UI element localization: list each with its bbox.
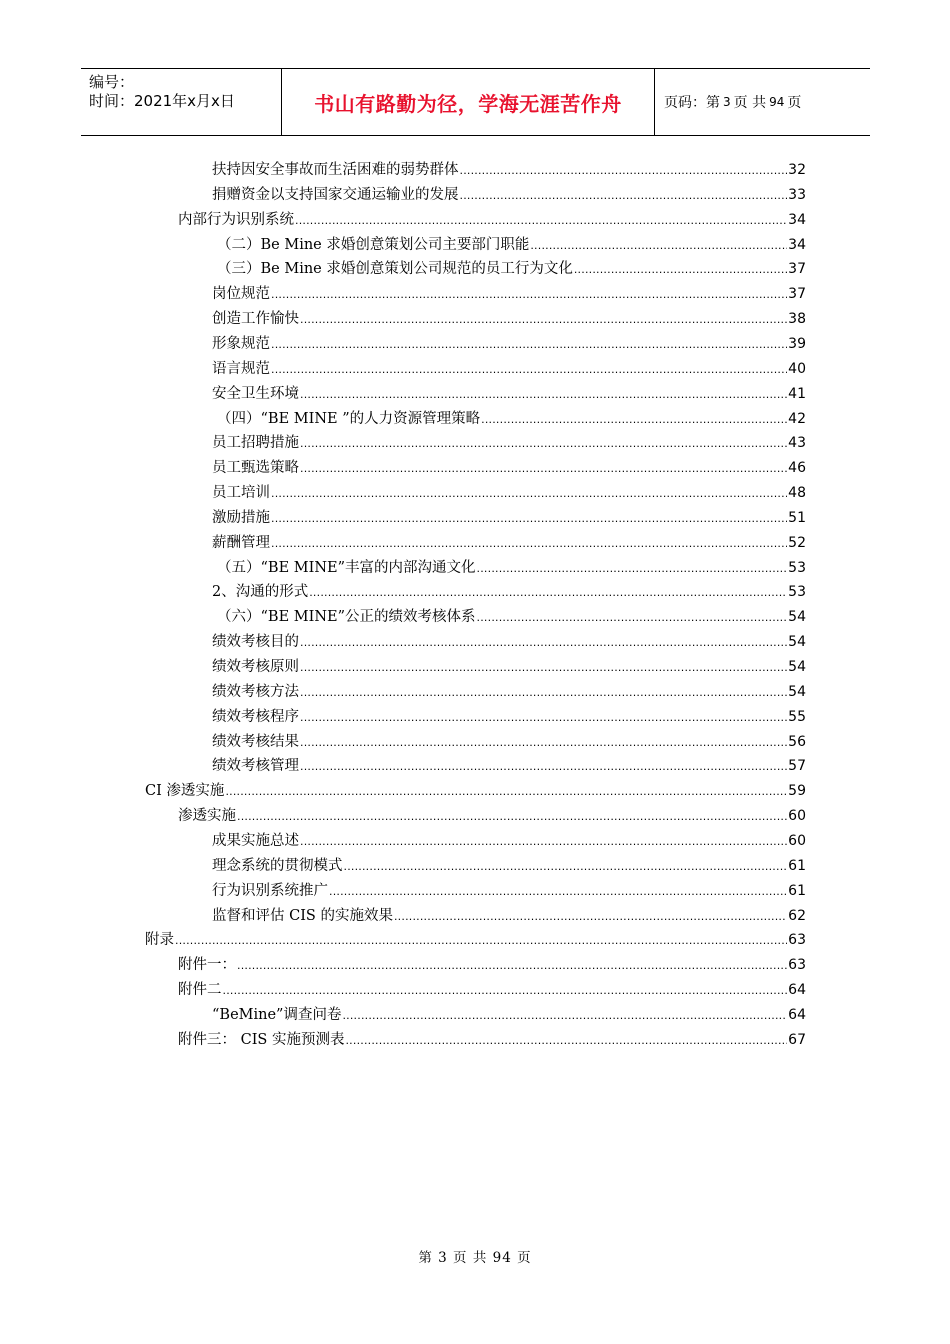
- toc-entry[interactable]: [212, 630, 806, 654]
- toc-dot-leader: [300, 437, 787, 450]
- toc-dot-leader: [223, 984, 788, 997]
- toc-entry-page: 42: [788, 410, 806, 427]
- toc-entry-title: 绩效考核结果: [212, 733, 299, 750]
- page-footer: 第 3 页 共 94 页: [418, 1250, 532, 1266]
- toc-dot-leader: [271, 288, 787, 301]
- toc-entry[interactable]: [212, 183, 806, 207]
- toc-entry[interactable]: [178, 804, 806, 828]
- toc-entry[interactable]: [212, 456, 806, 480]
- toc-entry-page: 41: [788, 385, 806, 402]
- toc-entry-page: 64: [788, 982, 806, 999]
- toc-entry[interactable]: [212, 580, 806, 604]
- toc-dot-leader: [271, 487, 787, 500]
- toc-entry[interactable]: [212, 705, 806, 729]
- toc-dot-leader: [300, 711, 787, 724]
- toc-entry[interactable]: [217, 407, 806, 431]
- toc-dot-leader: [477, 611, 788, 624]
- toc-entry-title: 内部行为识别系统: [178, 211, 294, 228]
- toc-entry-title: 监督和评估 CIS 的实施效果: [212, 907, 393, 924]
- toc-entry-title: 安全卫生环境: [212, 385, 299, 402]
- toc-dot-leader: [309, 586, 787, 599]
- toc-entry[interactable]: [212, 506, 806, 530]
- toc-entry-title: 创造工作愉快: [212, 311, 299, 328]
- toc-entry-title: 绩效考核目的: [212, 634, 299, 651]
- toc-entry[interactable]: [217, 556, 806, 580]
- toc-entry[interactable]: [212, 854, 806, 878]
- toc-entry-title: 2、沟通的形式: [212, 584, 309, 601]
- toc-entry-title: 渗透实施: [178, 808, 236, 825]
- toc-entry[interactable]: [212, 332, 806, 356]
- toc-dot-leader: [530, 239, 787, 252]
- toc-entry-title: 岗位规范: [212, 286, 270, 303]
- toc-entry[interactable]: [212, 431, 806, 455]
- toc-dot-leader: [574, 263, 787, 276]
- toc-entry[interactable]: [212, 680, 806, 704]
- toc-dot-leader: [460, 189, 788, 202]
- toc-dot-leader: [460, 164, 788, 177]
- toc-entry-page: 67: [788, 1031, 806, 1048]
- toc-entry-page: 54: [788, 659, 806, 675]
- toc-entry-title: （五）“BE MINE”丰富的内部沟通文化: [217, 559, 476, 576]
- toc-entry-title: 语言规范: [212, 360, 270, 377]
- toc-dot-leader: [300, 462, 787, 475]
- toc-dot-leader: [300, 760, 787, 773]
- page-label-mid: 页 共: [733, 95, 767, 111]
- toc-dot-leader: [329, 885, 787, 898]
- toc-entry[interactable]: [217, 605, 806, 629]
- toc-entry-page: 64: [788, 1006, 806, 1023]
- toc-entry[interactable]: [212, 904, 806, 928]
- toc-entry[interactable]: [212, 481, 806, 505]
- toc-entry-title: 薪酬管理: [212, 534, 270, 551]
- toc-entry-page: 51: [788, 509, 806, 526]
- toc-entry-page: 61: [788, 857, 806, 874]
- toc-entry[interactable]: [178, 978, 806, 1002]
- toc-entry-page: 62: [788, 907, 806, 924]
- toc-entry[interactable]: [212, 307, 806, 331]
- toc-entry-page: 43: [788, 435, 806, 452]
- toc-entry-title: 绩效考核原则: [212, 659, 299, 675]
- toc-dot-leader: [175, 934, 787, 947]
- page-label-pre: 页码：第: [664, 95, 720, 111]
- toc-dot-leader: [300, 835, 787, 848]
- toc-entry-title: 附件三： CIS 实施预测表: [178, 1031, 345, 1048]
- toc-entry-page: 33: [788, 186, 806, 203]
- toc-entry[interactable]: [212, 730, 806, 754]
- toc-entry-page: 55: [788, 708, 806, 725]
- toc-dot-leader: [271, 363, 787, 376]
- toc-entry-title: “BeMine”调查问卷: [212, 1006, 342, 1023]
- page-header: [81, 68, 870, 136]
- toc-entry[interactable]: [178, 953, 806, 977]
- toc-entry-page: 39: [788, 335, 806, 352]
- toc-entry-page: 60: [788, 832, 806, 849]
- toc-dot-leader: [477, 562, 788, 575]
- toc-entry[interactable]: [212, 754, 806, 778]
- toc-entry-title: 员工招聘措施: [212, 435, 299, 452]
- toc-entry-page: 54: [788, 683, 806, 700]
- toc-entry-title: CI 渗透实施: [145, 783, 225, 800]
- toc-entry-page: 37: [788, 261, 806, 278]
- toc-dot-leader: [345, 1034, 787, 1047]
- toc-entry-page: 37: [788, 286, 806, 303]
- toc-entry-title: 员工甄选策略: [212, 460, 299, 477]
- toc-dot-leader: [394, 910, 787, 923]
- toc-entry-title: 绩效考核程序: [212, 708, 299, 725]
- toc-dot-leader: [300, 661, 787, 674]
- toc-entry-title: 绩效考核方法: [212, 683, 299, 700]
- page-label-post: 页: [787, 95, 802, 111]
- page-current: 3: [723, 95, 731, 109]
- toc-dot-leader: [271, 537, 787, 550]
- header-page-cell: [655, 69, 870, 135]
- toc-entry[interactable]: [212, 1003, 806, 1027]
- toc-dot-leader: [295, 214, 787, 227]
- toc-dot-leader: [300, 313, 787, 326]
- toc-entry-page: 38: [788, 311, 806, 328]
- toc-entry-page: 46: [788, 460, 806, 477]
- toc-dot-leader: [300, 686, 787, 699]
- toc-entry-page: 53: [788, 559, 806, 576]
- toc-entry-title: （二）Be Mine 求婚创意策划公司主要部门职能: [217, 236, 530, 253]
- toc-entry[interactable]: [217, 233, 806, 257]
- toc-entry[interactable]: [212, 655, 806, 679]
- toc-entry[interactable]: [212, 158, 806, 182]
- toc-entry-title: （六）“BE MINE”公正的绩效考核体系: [217, 609, 476, 626]
- toc-entry-title: 附件二: [178, 982, 222, 999]
- toc-entry-title: 附件一：: [178, 957, 236, 974]
- motto-text: 书山有路勤为径，学海无涯苦作舟: [314, 91, 622, 116]
- toc-entry-page: 57: [788, 758, 806, 775]
- toc-entry-page: 53: [788, 584, 806, 601]
- toc-dot-leader: [271, 512, 787, 525]
- toc-entry[interactable]: [145, 779, 806, 803]
- toc-entry-title: 捐赠资金以支持国家交通运输业的发展: [212, 186, 459, 203]
- toc-entry-title: 行为识别系统推广: [212, 882, 328, 899]
- page-total: 94: [769, 95, 785, 109]
- toc-entry[interactable]: [212, 879, 806, 903]
- toc-dot-leader: [225, 785, 787, 798]
- toc-entry-page: 63: [788, 957, 806, 974]
- toc-entry-page: 56: [788, 733, 806, 750]
- toc-dot-leader: [481, 413, 787, 426]
- header-motto-cell: [282, 69, 655, 135]
- toc-dot-leader: [237, 959, 787, 972]
- toc-entry[interactable]: [145, 928, 806, 952]
- toc-entry-page: 34: [788, 211, 806, 228]
- toc-dot-leader: [344, 860, 788, 873]
- toc-entry-page: 52: [788, 534, 806, 551]
- toc-dot-leader: [342, 1009, 787, 1022]
- toc-entry-title: （三）Be Mine 求婚创意策划公司规范的员工行为文化: [217, 261, 573, 278]
- toc-entry-page: 40: [788, 360, 806, 377]
- toc-dot-leader: [300, 636, 787, 649]
- toc-entry-title: 成果实施总述: [212, 832, 299, 849]
- toc-entry-title: 绩效考核管理: [212, 758, 299, 775]
- toc-entry-title: 员工培训: [212, 485, 270, 502]
- number-label: 编号：: [89, 73, 135, 91]
- time-label: 时间：2021年x月x日: [89, 92, 235, 110]
- toc-entry-page: 54: [788, 609, 806, 626]
- toc-entry-page: 48: [788, 485, 806, 502]
- toc-entry-title: （四）“BE MINE ”的人力资源管理策略: [217, 410, 481, 427]
- toc-dot-leader: [237, 810, 787, 823]
- toc-entry-title: 激励措施: [212, 509, 270, 526]
- toc-entry[interactable]: [212, 829, 806, 853]
- toc-entry-page: 54: [788, 634, 806, 651]
- toc-entry-page: 32: [788, 162, 806, 178]
- header-info-cell: [81, 69, 282, 135]
- toc-entry-page: 60: [788, 808, 806, 825]
- toc-entry[interactable]: [212, 282, 806, 306]
- toc-entry[interactable]: [178, 1028, 806, 1052]
- toc-entry[interactable]: [212, 357, 806, 381]
- toc-dot-leader: [300, 388, 787, 401]
- toc-entry-title: 形象规范: [212, 335, 270, 352]
- toc-dot-leader: [271, 338, 787, 351]
- toc-entry[interactable]: [212, 382, 806, 406]
- toc-entry-page: 63: [788, 932, 806, 949]
- toc-entry-title: 附录: [145, 932, 174, 949]
- toc-entry[interactable]: [212, 531, 806, 555]
- toc-entry-title: 理念系统的贯彻模式: [212, 857, 343, 874]
- toc-entry-page: 34: [788, 236, 806, 253]
- toc-dot-leader: [300, 736, 787, 749]
- toc-entry[interactable]: [217, 257, 806, 281]
- toc-entry[interactable]: [178, 208, 806, 232]
- toc-entry-page: 61: [788, 882, 806, 899]
- toc-entry-page: 59: [788, 783, 806, 800]
- toc-entry-title: 扶持因安全事故而生活困难的弱势群体: [212, 162, 459, 178]
